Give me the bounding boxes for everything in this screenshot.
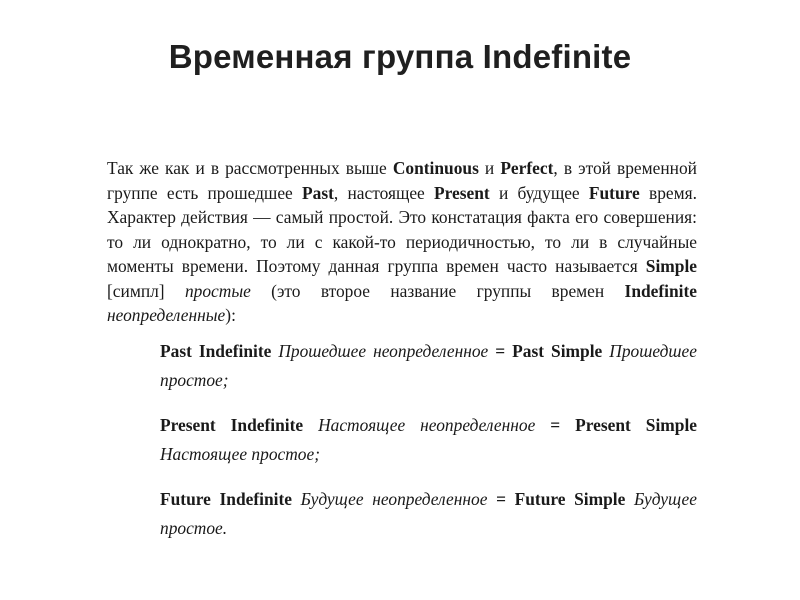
term-simple: Simple — [645, 256, 697, 276]
intro-text: Так же как и в рассмотренных выше — [107, 158, 393, 178]
definitions-list — [160, 337, 697, 559]
term-continuous: Continuous — [392, 158, 479, 178]
definition-past — [160, 337, 697, 395]
definition-simple-term: Past Simple — [512, 341, 603, 361]
translation-neopredelennye: неопределенные — [107, 305, 226, 325]
equals-sign: = — [535, 415, 576, 435]
intro-text: [симпл] — [107, 280, 185, 301]
term-indefinite: Indefinite — [624, 280, 698, 301]
definition-translation: Будущее неопределенное — [300, 489, 488, 509]
translation-prostye: простые — [184, 280, 251, 301]
term-past: Past — [302, 182, 334, 203]
definition-translation: Прошедшее неопределенное — [278, 341, 489, 361]
intro-text: время. Характер действия — самый простой. Это констатация факта его совершения: то ли однократно, то ли с какой-то периодичностью, то ли в случайные моменты времени. Поэтому данная группа времен часто называется — [107, 182, 697, 276]
definition-term: Present Indefinite — [160, 415, 304, 435]
intro-paragraph — [107, 156, 697, 328]
definition-term: Past Indefinite — [160, 341, 272, 361]
intro-text: , настоящее — [333, 182, 435, 203]
definition-present — [160, 411, 697, 469]
term-perfect: Perfect — [500, 158, 554, 178]
intro-text: и будущее — [489, 182, 589, 203]
intro-text: , в этой временной группе есть прошедшее — [107, 158, 697, 203]
definition-simple-translation: Прошедшее простое; — [160, 341, 697, 390]
definition-simple-translation: Настоящее простое; — [160, 444, 320, 464]
intro-text: ): — [225, 305, 236, 325]
term-future: Future — [588, 182, 640, 203]
equals-sign: = — [488, 341, 513, 361]
definition-simple-translation: Будущее простое. — [160, 489, 697, 538]
page-title: Временная группа Indefinite — [168, 38, 632, 75]
definition-term: Future Indefinite — [160, 489, 292, 509]
definition-simple-term: Present Simple — [575, 415, 698, 435]
definition-simple-term: Future Simple — [514, 489, 626, 509]
definition-future — [160, 485, 697, 543]
intro-text: (это второе название группы времен — [250, 280, 625, 301]
equals-sign: = — [487, 489, 515, 509]
definition-translation: Настоящее неопределенное — [318, 415, 536, 435]
intro-text: и — [478, 158, 501, 178]
term-present: Present — [434, 182, 490, 203]
